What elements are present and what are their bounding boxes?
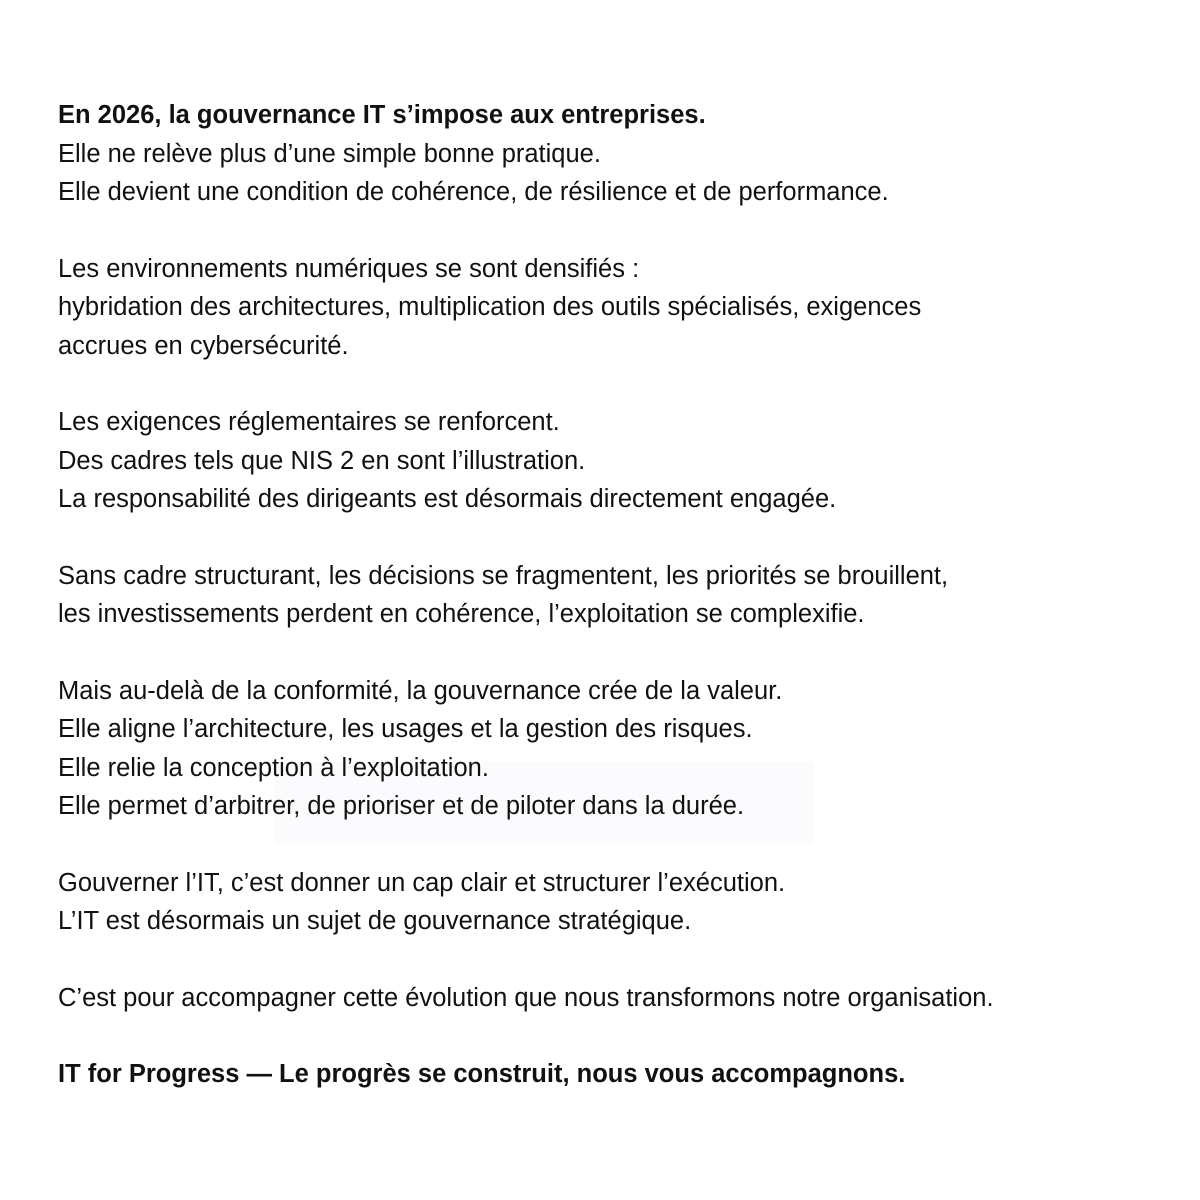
text-line: Elle devient une condition de cohérence, de résilience et de performance. [58, 178, 889, 206]
paragraph-organization [58, 979, 1168, 1018]
paragraph-intro [58, 96, 1168, 212]
text-line: Les exigences réglementaires se renforcent. [58, 408, 560, 436]
text-line: Mais au-delà de la conformité, la gouvernance crée de la valeur. [58, 676, 783, 705]
text-line: Elle relie la conception à l’exploitation. [58, 753, 489, 782]
text-line: les investissements perdent en cohérence, l’exploitation se complexifie. [58, 600, 865, 628]
text-line: La responsabilité des dirigeants est désormais directement engagée. [58, 485, 837, 513]
paragraph-signature [58, 1055, 1168, 1094]
text-line: C’est pour accompagner cette évolution que nous transformons notre organisation. [58, 983, 994, 1012]
text-line: Les environnements numériques se sont densifiés : [58, 254, 640, 283]
paragraph-regulation [58, 403, 1168, 519]
text-line: Sans cadre structurant, les décisions se fragmentent, les priorités se brouillent, [58, 561, 949, 590]
paragraph-environments [58, 250, 1168, 366]
text-line: Des cadres tels que NIS 2 en sont l’illustration. [58, 446, 586, 475]
paragraph-value [58, 672, 1168, 826]
text-line: hybridation des architectures, multiplication des outils spécialisés, exigences [58, 293, 922, 321]
paragraph-governing-it [58, 864, 1168, 941]
text-line: accrues en cybersécurité. [58, 331, 349, 360]
text-line: Elle permet d’arbitrer, de prioriser et de piloter dans la durée. [58, 792, 745, 820]
headline: En 2026, la gouvernance IT s’impose aux entreprises. [58, 101, 706, 129]
text-line: Elle aligne l’architecture, les usages et la gestion des risques. [58, 715, 753, 743]
text-line: Gouverner l’IT, c’est donner un cap clair et structurer l’exécution. [58, 868, 786, 897]
text-line: Elle ne relève plus d’une simple bonne pratique. [58, 139, 601, 168]
text-line: L’IT est désormais un sujet de gouvernance stratégique. [58, 907, 692, 935]
paragraph-without-framework [58, 557, 1168, 634]
post-text [58, 96, 1168, 1132]
signature-line: IT for Progress — Le progrès se construit, nous vous accompagnons. [58, 1060, 906, 1088]
